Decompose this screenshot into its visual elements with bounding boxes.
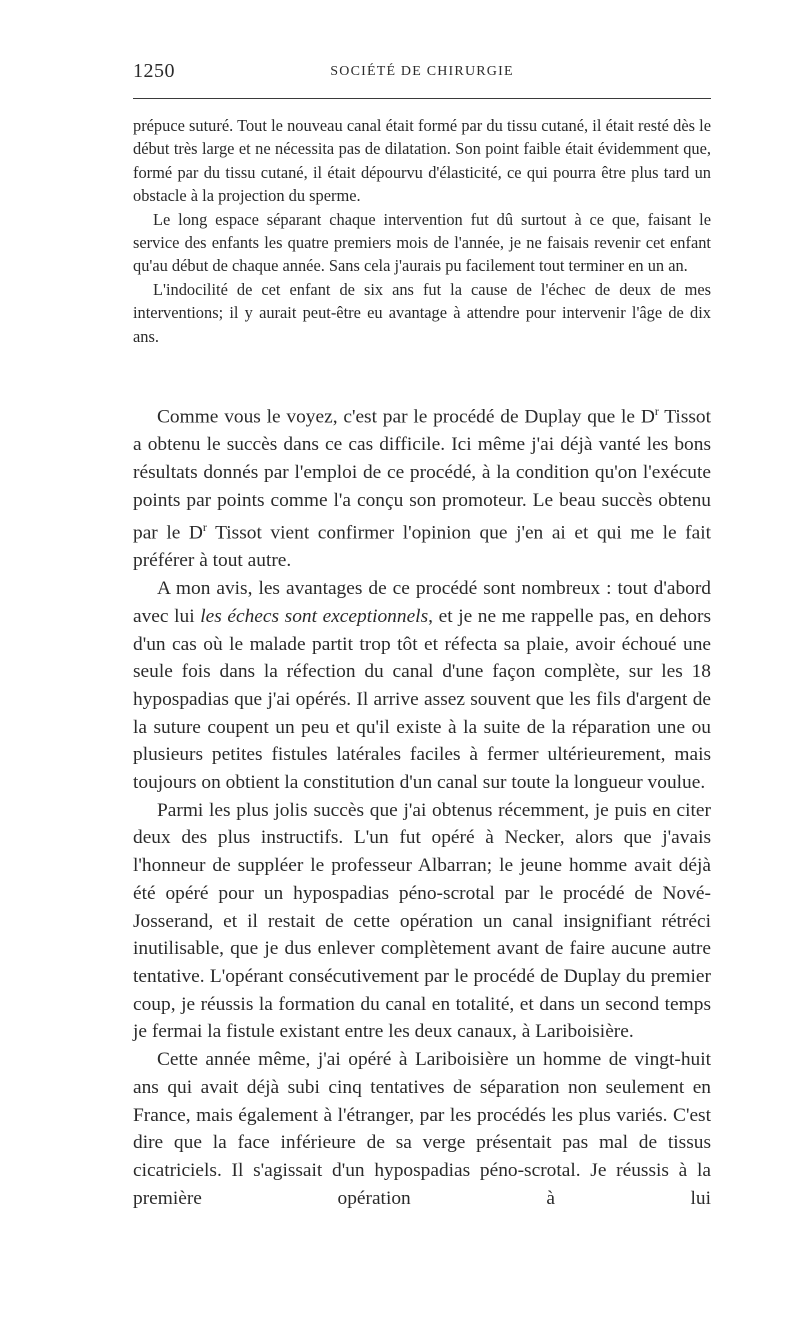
paragraph-2-text-b: , et je ne me rappelle pas, en dehors d'un cas où le malade partit trop tôt et réfecta sa plaie, avoir échoué une seule fois dans la réfection du canal d'une façon complète, sur les 18 hypospadias que j'ai opérés. Il arrive assez souvent que les fils d'argent de la suture coupent un peu et qu'il existe à la suite de la réparation une ou plusieurs petites fistules latérales faciles à fermer ultérieurement, mais toujours on obtient la constitution d'un canal sur toute la longueur voulue. [133, 605, 711, 794]
italic-phrase: les échecs sont exceptionnels [200, 605, 429, 627]
paragraph-1 [133, 398, 711, 575]
superscript-r: r [654, 404, 659, 418]
paragraph-small-1: prépuce suturé. Tout le nouveau canal était formé par du tissu cutané, il était resté dès le début très large et ne nécessita pas de dilatation. Son point faible était évidemment que, formé par du tissu cutané, il était dépourvu d'élasticité, ce qui pourra être plus tard un obstacle à la projection du sperme. [133, 116, 711, 206]
main-text-section [133, 398, 711, 1212]
paragraph-small-2: Le long espace séparant chaque intervention fut dû surtout à ce que, faisant le service des enfants les quatre premiers mois de l'année, je ne faisais revenir cet enfant qu'au début de chaque année. Sans cela j'aurais pu facilement tout terminer en un an. [133, 209, 711, 276]
paragraph-1-text-b: Tissot a obtenu le succès dans ce cas difficile. Ici même j'ai déjà vanté les bons résultats donnés par l'emploi de ce procédé, à la condition qu'on l'exécute points par points comme l'a conçu son promoteur. Le beau succès obtenu par le D [133, 406, 711, 544]
paragraph-1-text-a: Comme vous le voyez, c'est par le procédé de Duplay que le D [157, 406, 655, 428]
header-rule [133, 98, 711, 99]
paragraph-1-text-c: Tissot vient confirmer l'opinion que j'en ai et qui me le fait préférer à tout autre. [133, 522, 711, 572]
paragraph-3: Parmi les plus jolis succès que j'ai obtenus récemment, je puis en citer deux des plus instructifs. L'un fut opéré à Necker, alors que j'avais l'honneur de suppléer le professeur Albarran; le jeune homme avait déjà été opéré pour un hypospadias péno-scrotal par le procédé de Nové-Josserand, et il restait de cette opération un canal insignifiant rétréci inutilisable, que je dus enlever complètement avant de faire aucune autre tentative. L'opérant consécutivement par le procédé de Duplay du premier coup, je réussis la formation du canal en totalité, et dans un second temps je fermai la fistule existant entre les deux canaux, à Lariboisière. [133, 799, 711, 1043]
running-title: SOCIÉTÉ DE CHIRURGIE [330, 64, 514, 79]
paragraph-2 [133, 575, 711, 797]
paragraph-2-text-a: A mon avis, les avantages de ce procédé sont nombreux : tout d'abord avec lui [133, 578, 711, 627]
superscript-r-2: r [202, 520, 207, 535]
page-number: 1250 [133, 60, 175, 82]
paragraph-small-3: L'indocilité de cet enfant de six ans fut la cause de l'échec de deux de mes interventions; il y aurait peut-être eu avantage à attendre pour intervenir l'âge de dix ans. [133, 279, 711, 346]
paragraph-4: Cette année même, j'ai opéré à Lariboisière un homme de vingt-huit ans qui avait déjà subi cinq tentatives de séparation non seulement en France, mais également à l'étranger, par les procédés les plus variés. C'est dire que la face inférieure de sa verge présentait pas mal de tissus cicatriciels. Il s'agissait d'un hypospadias péno-scrotal. Je réussis à la première opération à lui [133, 1049, 711, 1209]
page-header [133, 60, 711, 90]
small-print-section [133, 114, 711, 348]
